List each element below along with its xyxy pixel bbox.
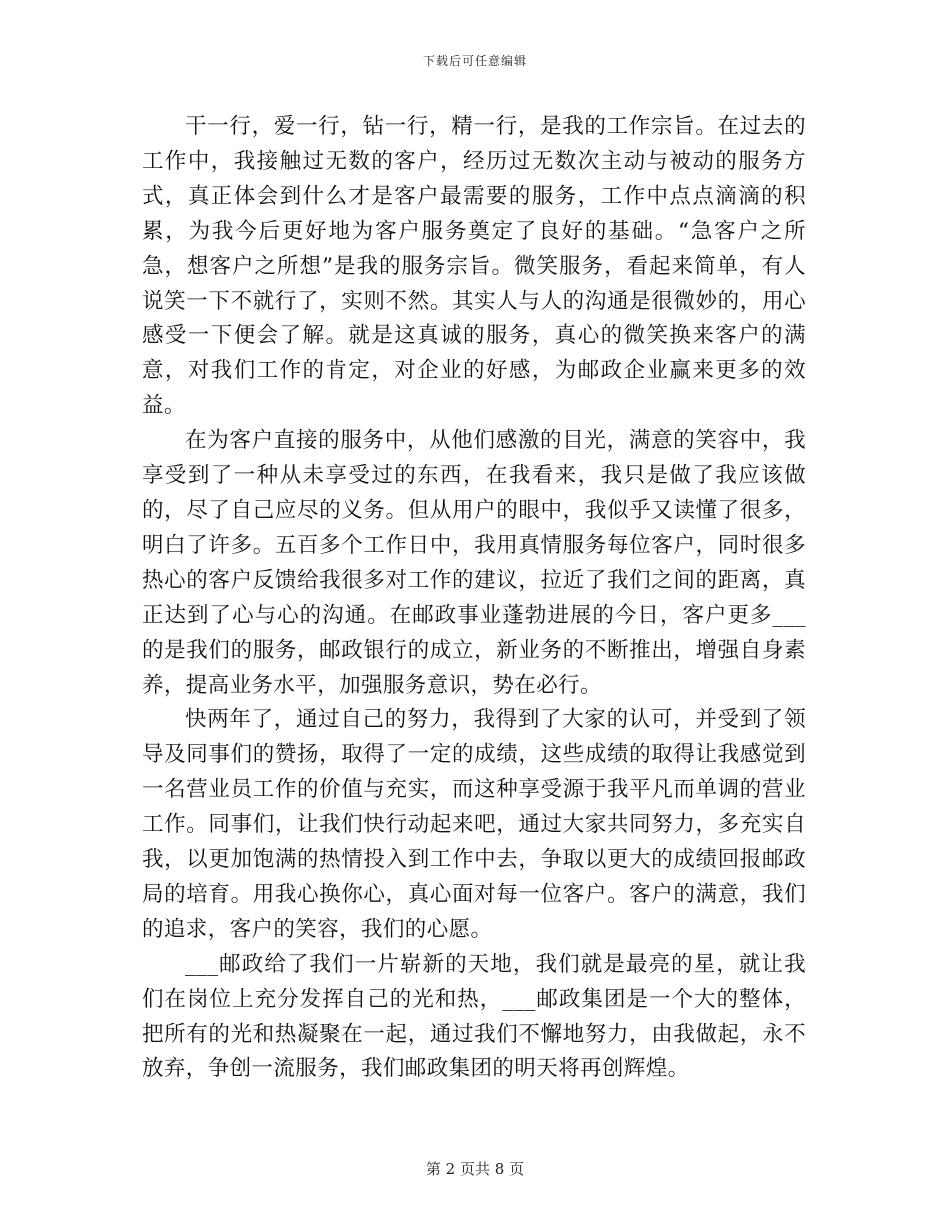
page-header: 下载后可任意编辑	[422, 54, 527, 68]
paragraph-3: 快两年了，通过自己的努力，我得到了大家的认可，并受到了领导及同事们的赞扬，取得了一定的成绩，这些成绩的取得让我感觉到一名营业员工作的价值与充实，而这种享受源于我平凡而单调的营业工作。同事们，让我们快行动起来吧，通过大家共同努力，多充实自我，以更加饱满的热情投入到工作中去，争取以更大的成绩回报邮政局的培育。用我心换你心，真心面对每一位客户。客户的满意，我们的追求，客户的笑容，我们的心愿。	[142, 707, 806, 942]
paragraph-4: ___邮政给了我们一片崭新的天地，我们就是最亮的星，就让我们在岗位上充分发挥自己的光和热，___邮政集团是一个大的整体，把所有的光和热凝聚在一起，通过我们不懈地努力，由我做起，永不放弃，争创一流服务，我们邮政集团的明天将再创辉煌。	[142, 951, 806, 1082]
body-content	[142, 110, 806, 1087]
page-footer: 第 2 页共 8 页	[425, 1160, 525, 1178]
paragraph-2: 在为客户直接的服务中，从他们感激的目光，满意的笑容中，我享受到了一种从未享受过的东西，在我看来，我只是做了我应该做的，尽了自己应尽的义务。但从用户的眼中，我似乎又读懂了很多，明白了许多。五百多个工作日中，我用真情服务每位客户，同时很多热心的客户反馈给我很多对工作的建议，拉近了我们之间的距离，真正达到了心与心的沟通。在邮政事业蓬勃进展的今日，客户更多___的是我们的服务，邮政银行的成立，新业务的不断推出，增强自身素养，提高业务水平，加强服务意识，势在必行。	[142, 428, 806, 698]
paragraph-1: 干一行，爱一行，钻一行，精一行，是我的工作宗旨。在过去的工作中，我接触过无数的客户，经历过无数次主动与被动的服务方式，真正体会到什么才是客户最需要的服务，工作中点点滴滴的积累，为我今后更好地为客户服务奠定了良好的基础。“急客户之所急，想客户之所想”是我的服务宗旨。微笑服务，看起来简单，有人说笑一下不就行了，实则不然。其实人与人的沟通是很微妙的，用心感受一下便会了解。就是这真诚的服务，真心的微笑换来客户的满意，对我们工作的肯定，对企业的好感，为邮政企业赢来更多的效益。	[142, 114, 806, 419]
